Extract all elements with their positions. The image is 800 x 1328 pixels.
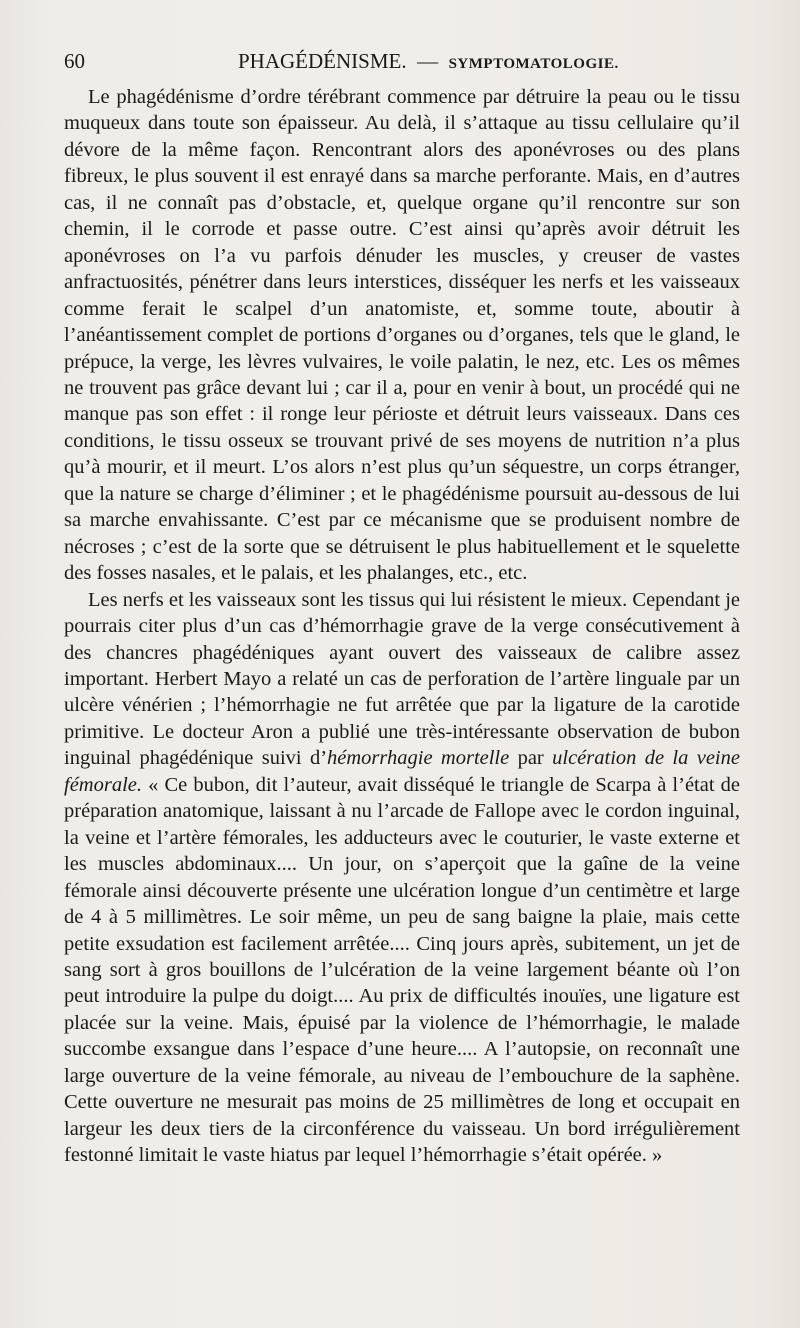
paragraph-2-text-a: Les nerfs et les vaisseaux sont les tissus qui lui résistent le mieux. Cependant je pourrais citer plus d’un cas d’hémorrhagie grave de la verge consécutivement à des chancres phagédéniques ayant ouvert des vaisseaux de calibre assez important. Herbert Mayo a relaté un cas de perforation de l’artère linguale par un ulcère vénérien ; l’hémorrhagie ne fut arrêtée que par la ligature de la carotide primitive. Le docteur Aron a publié une très-intéressante observation de bubon inguinal phagédénique suivi d’ [64,588,740,770]
section-subtitle: SYMPTOMATOLOGIE. [448,56,619,72]
italic-phrase-2: ulcération de la veine fémorale. [64,747,740,796]
title-separator: — [417,49,439,73]
italic-phrase-1: hémorrhagie mortelle [327,747,510,770]
running-header [64,46,740,76]
page-number: 60 [64,49,85,73]
paragraph-2 [64,587,740,1169]
chapter-title: PHAGÉDÉNISME. [238,49,407,73]
paragraph-2-text-c: « Ce bubon, dit l’auteur, avait disséqué le triangle de Scarpa à l’état de préparation anatomique, laissant à nu l’arcade de Fallope avec le cordon inguinal, la veine et l’artère fémorales, les adducteurs avec le couturier, le vaste externe et les muscles abdominaux.... Un jour, on s’aperçoit que la gaîne de la veine fémorale ainsi découverte présente une ulcération longue d’un centimètre et large de 4 à 5 millimètres. Le soir même, un peu de sang baigne la plaie, mais cette petite exsudation est facilement arrêtée.... Cinq jours après, subitement, un jet de sang sort à gros bouillons de l’ulcération de la veine largement béante où l’on peut introduire la pulpe du doigt.... Au prix de difficultés inouïes, une ligature est placée sur la veine. Mais, épuisé par la violence de l’hémorrhagie, le malade succombe exsangue dans l’espace d’une heure.... A l’autopsie, on reconnaît une large ouverture de la veine fémorale, au niveau de l’embouchure de la saphène. Cette ouverture ne mesurait pas moins de 25 millimètres de long et occupait en largeur les deux tiers de la circonférence du vaisseau. Un bord irrégulièrement festonné limitait le vaste hiatus par lequel l’hémorrhagie s’était opérée. » [64,773,740,1167]
body-text [64,84,740,1169]
paragraph-2-text-b: par [509,747,553,770]
running-title [238,46,619,79]
paragraph-1: Le phagédénisme d’ordre térébrant commence par détruire la peau ou le tissu muqueux dans toute son épaisseur. Au delà, il s’attaque au tissu cellulaire qu’il dévore de la même façon. Rencontrant alors des aponévroses ou des plans fibreux, le plus souvent il est enrayé dans sa marche perforante. Mais, en d’autres cas, il ne connaît pas d’obstacle, et, quelque organe qu’il rencontre sur son chemin, il le corrode et passe outre. C’est ainsi qu’après avoir détruit les aponévroses on l’a vu parfois dénuder les muscles, y creuser de vastes anfractuosités, pénétrer dans leurs interstices, disséquer les nerfs et les vaisseaux comme ferait le scalpel d’un anatomiste, et, somme toute, aboutir à l’anéantissement complet de portions d’organes ou d’organes, tels que le gland, le prépuce, la verge, les lèvres vulvaires, le voile palatin, le nez, etc. Les os mêmes ne trouvent pas grâce devant lui ; car il a, pour en venir à bout, un procédé qui ne manque pas son effet : il ronge leur périoste et détruit leurs vaisseaux. Dans ces conditions, le tissu osseux se trouvant privé de ses moyens de nutrition n’a plus qu’à mourir, et il meurt. L’os alors n’est plus qu’un séquestre, un corps étranger, que la nature se charge d’éliminer ; et le phagédénisme poursuit au-dessous de lui sa marche envahissante. C’est par ce mécanisme que se produisent nombre de nécroses ; c’est de la sorte que se détruisent le plus habituellement et le squelette des fosses nasales, et le palais, et les phalanges, etc., etc. [64,86,740,585]
